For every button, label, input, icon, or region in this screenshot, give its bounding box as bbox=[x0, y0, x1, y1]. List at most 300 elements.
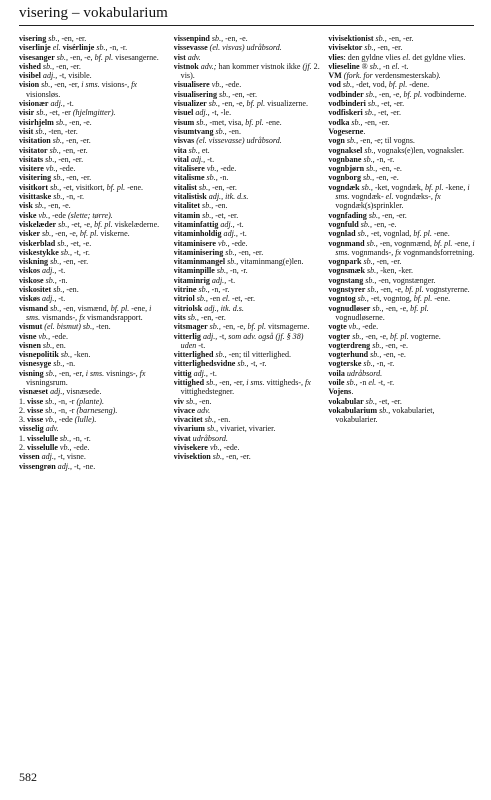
dictionary-entry bbox=[174, 90, 321, 99]
entry-headword: visvas bbox=[173, 136, 195, 146]
dictionary-entry bbox=[328, 127, 475, 136]
entry-grammar-note: sb., bbox=[358, 219, 372, 229]
entry-grammar-note: bf. pl. bbox=[94, 52, 114, 62]
entry-grammar-note: bf. pl. bbox=[405, 285, 424, 295]
dictionary-entry bbox=[19, 53, 166, 62]
entry-headword: vistnok bbox=[173, 61, 199, 71]
entry-grammar-note: sb., bbox=[50, 136, 64, 146]
entry-text: -t, bbox=[217, 331, 229, 341]
dictionary-entry bbox=[174, 34, 321, 43]
dictionary-entry bbox=[174, 424, 321, 433]
entry-text: -en, -e. bbox=[223, 34, 248, 43]
entry-grammar-note: fx bbox=[434, 192, 441, 202]
entry-headword: visitere bbox=[19, 164, 44, 174]
entry-grammar-note: sb., bbox=[360, 173, 375, 183]
dictionary-entry bbox=[19, 424, 166, 433]
entry-text: vivariet, vivarier. bbox=[218, 424, 276, 434]
dictionary-entry bbox=[19, 266, 166, 275]
entry-text: -t, -ne. bbox=[72, 461, 96, 471]
entry-headword: vognlad bbox=[328, 229, 356, 239]
entry-grammar-note: bf. pl. bbox=[246, 99, 266, 109]
entry-grammar-note: ). bbox=[436, 71, 441, 81]
entry-headword: vitsmager bbox=[173, 322, 208, 332]
entry-text: -ede. bbox=[360, 322, 379, 332]
entry-text: -ede. bbox=[50, 331, 68, 341]
entry-text: -t. bbox=[234, 219, 244, 229]
dictionary-entry bbox=[174, 285, 321, 294]
entry-grammar-note: sb., bbox=[54, 52, 68, 62]
entry-headword: vodbinder bbox=[328, 89, 364, 99]
entry-text: -n, -r. bbox=[107, 43, 128, 53]
entry-text: -n, -r. bbox=[228, 266, 248, 276]
dictionary-entry bbox=[328, 378, 475, 387]
entry-grammar-note: i sms. bbox=[335, 238, 475, 257]
entry-text: 2. bbox=[19, 405, 28, 415]
dictionary-entry bbox=[19, 229, 166, 238]
entry-text: -en, -e. bbox=[381, 350, 406, 360]
dictionary-entry bbox=[328, 285, 475, 294]
entry-headword: vitaminisere bbox=[173, 238, 216, 248]
entry-headword: visir bbox=[19, 108, 35, 118]
entry-text: -ten, -ter. bbox=[46, 126, 78, 136]
entry-grammar-note: sb., bbox=[350, 331, 364, 341]
entry-grammar-note: (plante). bbox=[76, 396, 104, 406]
entry-headword: viskos bbox=[19, 266, 41, 276]
entry-text: vognudløserne. bbox=[335, 312, 385, 322]
entry-grammar-note: vb., bbox=[36, 210, 51, 220]
entry-grammar-note: sb., bbox=[51, 173, 65, 183]
entry-headword: vokabular bbox=[328, 396, 364, 406]
entry-grammar-note: (barneseng). bbox=[76, 405, 118, 415]
dictionary-entry bbox=[19, 201, 166, 210]
dictionary-entry bbox=[174, 406, 321, 415]
entry-headword: visuel bbox=[173, 108, 194, 118]
entry-text: -et, -er. bbox=[230, 294, 256, 304]
entry-grammar-note: sb., bbox=[46, 34, 60, 43]
dictionary-entry bbox=[174, 220, 321, 229]
dictionary-entry bbox=[174, 332, 321, 351]
entry-grammar-note: (hjelmgitter). bbox=[72, 108, 116, 118]
entry-grammar-note: sb., bbox=[373, 34, 387, 43]
entry-text: -ene. bbox=[431, 229, 450, 239]
dictionary-entry bbox=[19, 71, 166, 80]
entry-grammar-note: sb., bbox=[40, 340, 55, 350]
entry-headword: vitalisme bbox=[173, 173, 205, 183]
entry-headword: vitrine bbox=[173, 285, 197, 295]
entry-grammar-note: adj., bbox=[193, 108, 210, 118]
entry-grammar-note: sb., bbox=[196, 182, 211, 192]
entry-text: 2. bbox=[19, 443, 28, 453]
entry-headword: visumtvang bbox=[173, 126, 214, 136]
entry-text: visnings-, bbox=[104, 368, 140, 378]
entry-headword: vitamin bbox=[173, 210, 201, 220]
entry-text: -en, -e, bbox=[363, 331, 391, 341]
entry-headword: vognaksel bbox=[328, 145, 363, 155]
entry-grammar-note: adj., bbox=[48, 387, 65, 397]
entry-grammar-note: bf. pl. bbox=[94, 219, 113, 229]
entry-grammar-note: sb., bbox=[43, 275, 57, 285]
entry-headword: vist bbox=[173, 52, 186, 62]
dictionary-entry bbox=[174, 248, 321, 257]
dictionary-entry bbox=[19, 285, 166, 294]
entry-text: -en, -e, bbox=[376, 89, 404, 99]
entry-grammar-note: sb., bbox=[365, 99, 380, 109]
entry-grammar-note: sb., bbox=[362, 145, 376, 155]
dictionary-entry bbox=[328, 276, 475, 285]
entry-grammar-note: vb., bbox=[204, 164, 219, 174]
dictionary-entry bbox=[174, 322, 321, 331]
entry-headword: visitering bbox=[19, 173, 52, 183]
entry-grammar-note: sb., bbox=[48, 303, 62, 313]
entry-headword: visitkort bbox=[19, 182, 49, 192]
entry-grammar-note: el. bbox=[385, 192, 394, 202]
dictionary-entry bbox=[174, 146, 321, 155]
entry-grammar-note: sb., bbox=[363, 396, 377, 406]
dictionary-entry bbox=[328, 229, 475, 238]
running-head: visering – vokabularium bbox=[19, 5, 168, 21]
entry-grammar-note: sb., bbox=[48, 257, 62, 267]
dictionary-entry bbox=[174, 350, 321, 359]
entry-grammar-note: bf. pl. bbox=[410, 303, 429, 313]
entry-grammar-note: adj., bbox=[55, 461, 72, 471]
entry-headword: vogndæk bbox=[328, 182, 360, 192]
entry-text: -en. bbox=[197, 396, 212, 406]
entry-text: -en, -er, bbox=[217, 377, 247, 387]
entry-headword: visum bbox=[173, 117, 195, 127]
entry-text: visions-, bbox=[99, 80, 132, 90]
entry-grammar-note: vb., bbox=[209, 80, 224, 90]
entry-grammar-note: sb., bbox=[370, 340, 384, 350]
entry-text: et. bbox=[199, 145, 210, 155]
dictionary-entry bbox=[174, 62, 321, 81]
entry-text: -en. bbox=[213, 201, 228, 211]
dictionary-entry bbox=[19, 146, 166, 155]
entry-grammar-note: sb., bbox=[94, 43, 108, 53]
entry-text: visualizerne. bbox=[265, 99, 309, 109]
dictionary-entry bbox=[328, 332, 475, 341]
entry-text: vogndæks-, bbox=[393, 192, 435, 202]
entry-headword: vitterlighed bbox=[173, 350, 214, 360]
entry-grammar-note: adj., bbox=[39, 452, 56, 462]
entry-text: -en. bbox=[215, 415, 231, 425]
entry-grammar-note: adv. bbox=[185, 52, 201, 62]
entry-headword: visitats bbox=[19, 154, 44, 164]
entry-headword: vivisektion bbox=[173, 452, 211, 462]
entry-text: -ede. bbox=[223, 80, 242, 90]
entry-headword: vognudløser bbox=[328, 303, 371, 313]
entry-grammar-note: sb., bbox=[202, 415, 216, 425]
dictionary-entry bbox=[174, 239, 321, 248]
entry-grammar-note: sb., bbox=[361, 359, 375, 369]
entry-headword: visitation bbox=[19, 136, 51, 146]
dictionary-entry bbox=[19, 155, 166, 164]
entry-grammar-note: (el. visvas) udråbsord. bbox=[207, 43, 282, 53]
entry-headword: visibel bbox=[19, 71, 41, 81]
entry-grammar-note: fx bbox=[305, 377, 311, 387]
entry-grammar-note: sb., bbox=[361, 154, 375, 164]
dictionary-entry bbox=[174, 229, 321, 238]
entry-text: -dene. bbox=[407, 80, 430, 90]
entry-text: vitaminmang(e)len. bbox=[238, 257, 304, 267]
dictionary-entry bbox=[19, 34, 166, 43]
entry-headword: visittaske bbox=[19, 192, 52, 202]
entry-text: -en, -e. bbox=[46, 201, 71, 211]
dictionary-entry bbox=[19, 369, 166, 388]
entry-text: 1. bbox=[19, 433, 28, 443]
entry-text: -ene, bbox=[452, 238, 473, 248]
entry-grammar-note: adj., bbox=[218, 219, 235, 229]
entry-headword: visérlinje bbox=[62, 43, 95, 53]
entry-headword: visualizer bbox=[173, 99, 207, 109]
entry-grammar-note: sb., bbox=[204, 173, 218, 183]
dictionary-entry bbox=[328, 118, 475, 127]
dictionary-entry bbox=[174, 201, 321, 210]
entry-text: vognaks(e)len, vognaksler. bbox=[375, 145, 465, 155]
entry-grammar-note: adj., bbox=[200, 331, 218, 341]
entry-grammar-note: sb., bbox=[363, 275, 377, 285]
dictionary-entry bbox=[19, 462, 166, 471]
entry-headword: vitaminfattig bbox=[173, 219, 219, 229]
entry-grammar-note: bf. pl. bbox=[433, 238, 453, 248]
dictionary-entry bbox=[19, 62, 166, 71]
entry-grammar-note: adv.; bbox=[198, 61, 217, 71]
entry-text: -en, -er. bbox=[362, 117, 390, 127]
entry-headword: vissevasse bbox=[173, 43, 208, 53]
entry-grammar-note: sb., bbox=[344, 377, 358, 387]
entry-text: det gyldne vlies. bbox=[410, 52, 466, 62]
entry-headword: vokabularium bbox=[328, 405, 378, 415]
page-number: 582 bbox=[19, 770, 37, 784]
dictionary-entry bbox=[19, 43, 166, 52]
entry-text: -en, vismænd, bbox=[61, 303, 111, 313]
entry-grammar-note: sb., bbox=[223, 247, 237, 257]
entry-grammar-note: sb., bbox=[207, 322, 221, 332]
entry-headword: viskelæder bbox=[19, 219, 57, 229]
entry-text: -ken. bbox=[72, 350, 91, 360]
entry-grammar-note: i sms. bbox=[81, 80, 100, 90]
dictionary-entry bbox=[174, 173, 321, 182]
entry-grammar-note: sb., bbox=[210, 452, 224, 462]
entry-text: -t. bbox=[399, 61, 409, 71]
dictionary-entry bbox=[328, 211, 475, 220]
dictionary-entry bbox=[174, 53, 321, 62]
entry-text: -en, -er. bbox=[380, 210, 407, 220]
entry-text: -ene. bbox=[125, 182, 144, 192]
entry-text: -ede bbox=[56, 415, 75, 425]
entry-text: -en bbox=[207, 294, 223, 304]
dictionary-entry bbox=[328, 387, 475, 396]
entry-text: -t, visible. bbox=[57, 71, 92, 81]
dictionary-entry bbox=[328, 136, 475, 145]
dictionary-entry bbox=[19, 108, 166, 117]
entry-text: -t, -r. bbox=[72, 247, 90, 257]
entry-headword: visering bbox=[19, 34, 47, 43]
dictionary-entry bbox=[174, 294, 321, 303]
entry-grammar-note: sb., bbox=[225, 257, 239, 267]
entry-grammar-note: (slette; tørre). bbox=[67, 210, 113, 220]
entry-grammar-note: vb., bbox=[216, 238, 230, 248]
entry-text: -ket, vogndæk, bbox=[372, 182, 425, 192]
entry-text: -t. bbox=[56, 266, 66, 276]
entry-grammar-note: sb., bbox=[43, 154, 57, 164]
entry-text: -t, -r. bbox=[248, 359, 267, 369]
entry-grammar-note: sb., bbox=[55, 238, 69, 248]
entry-grammar-note: sb., bbox=[40, 61, 55, 71]
entry-headword: viskose bbox=[19, 275, 44, 285]
entry-text: -ten. bbox=[94, 322, 111, 332]
entry-grammar-note: adv. bbox=[43, 424, 59, 434]
entry-headword: vod bbox=[328, 80, 341, 90]
entry-headword: viskestykke bbox=[19, 247, 59, 257]
entry-headword: visualisering bbox=[173, 89, 218, 99]
entry-grammar-note: sb., bbox=[186, 145, 200, 155]
entry-text: visnæsede. bbox=[64, 387, 102, 397]
entry-text: en. bbox=[54, 340, 66, 350]
entry-text: -t. bbox=[64, 99, 74, 109]
entry-headword: vitaminisering bbox=[173, 247, 224, 257]
entry-grammar-note: sb., bbox=[200, 210, 214, 220]
entry-headword: visk bbox=[19, 201, 33, 211]
dictionary-entry bbox=[328, 239, 475, 258]
entry-grammar-note: adj., bbox=[48, 99, 65, 109]
entry-headword: visselulle bbox=[27, 443, 58, 453]
entry-grammar-note: sb., bbox=[194, 294, 208, 304]
entry-headword: vivace bbox=[173, 405, 196, 415]
entry-grammar-note: el. bbox=[391, 61, 400, 71]
entry-text: 2. vis). bbox=[180, 61, 320, 81]
dictionary-entry bbox=[19, 173, 166, 182]
entry-headword: vognstyrer bbox=[328, 285, 366, 295]
dictionary-entry bbox=[328, 62, 475, 71]
dictionary-entry bbox=[19, 415, 166, 424]
dictionary-entry bbox=[19, 322, 166, 331]
entry-grammar-note: vb., bbox=[346, 322, 361, 332]
entry-grammar-note: sb., bbox=[355, 294, 369, 304]
entry-headword: vitalitet bbox=[173, 201, 201, 211]
dictionary-column-2 bbox=[174, 34, 321, 746]
entry-grammar-note: sb., bbox=[43, 396, 57, 406]
entry-text: -en, -e, bbox=[220, 322, 248, 332]
entry-grammar-note: sb., bbox=[365, 266, 379, 276]
dictionary-entry bbox=[328, 322, 475, 331]
entry-headword: vitalistisk bbox=[173, 192, 207, 202]
entry-grammar-note: (el. bismut) sb., bbox=[42, 322, 95, 332]
entry-text: -en, -e, bbox=[67, 52, 95, 62]
dictionary-entry bbox=[174, 192, 321, 201]
page-header bbox=[19, 3, 474, 26]
dictionary-entry bbox=[328, 397, 475, 406]
dictionary-entry bbox=[328, 350, 475, 359]
entry-headword: vissenpind bbox=[173, 34, 210, 43]
dictionary-entry bbox=[19, 452, 166, 461]
entry-headword: vitterlig bbox=[173, 331, 201, 341]
dictionary-entry bbox=[19, 294, 166, 303]
entry-headword: vodka bbox=[328, 117, 350, 127]
entry-text: -t. bbox=[207, 368, 217, 378]
entry-headword: voila bbox=[328, 368, 345, 378]
entry-grammar-note: sb., bbox=[369, 61, 381, 71]
entry-text: -n. bbox=[56, 275, 68, 285]
entry-text: -t. bbox=[237, 229, 247, 239]
entry-text: -et, -er bbox=[47, 108, 73, 118]
entry-text: vognstyrerne. bbox=[423, 285, 470, 295]
entry-text: -ken, -ker. bbox=[378, 266, 414, 276]
entry-headword: vished bbox=[19, 61, 41, 71]
entry-headword: vodbinderi bbox=[328, 99, 366, 109]
entry-headword: vivacitet bbox=[173, 415, 203, 425]
entry-grammar-note: bf. pl. bbox=[413, 229, 432, 239]
entry-text: -ene, bbox=[129, 303, 150, 313]
entry-text: -t. bbox=[196, 340, 206, 350]
entry-grammar-note: sb., bbox=[363, 89, 377, 99]
entry-headword: vognsmæk bbox=[328, 266, 366, 276]
dictionary-entry bbox=[19, 387, 166, 396]
dictionary-entry bbox=[19, 248, 166, 257]
dictionary-entry bbox=[174, 434, 321, 443]
entry-headword: visnæset bbox=[19, 387, 49, 397]
entry-grammar-note: bf. pl. bbox=[110, 303, 130, 313]
dictionary-entry bbox=[328, 155, 475, 164]
entry-headword: vogterhund bbox=[328, 350, 369, 360]
entry-text: -n, -r. bbox=[374, 154, 395, 164]
entry-text: -en, -e. bbox=[371, 219, 397, 229]
entry-text: -en, -er. bbox=[230, 89, 258, 99]
dictionary-entry bbox=[174, 369, 321, 378]
entry-headword: visirhjelm bbox=[19, 117, 54, 127]
entry-text: ® bbox=[359, 61, 370, 71]
entry-headword: vissen bbox=[19, 452, 40, 462]
entry-headword: viskerblad bbox=[19, 238, 56, 248]
entry-text: -kene, bbox=[443, 182, 468, 192]
entry-text: -en, -er. bbox=[198, 312, 226, 322]
entry-text: -et, -e, bbox=[69, 219, 95, 229]
entry-headword: visnen bbox=[19, 340, 41, 350]
entry-grammar-note: sb., bbox=[377, 405, 391, 415]
entry-grammar-note: fx bbox=[395, 247, 402, 257]
dictionary-entry bbox=[19, 276, 166, 285]
entry-text: vismandsrapport. bbox=[85, 312, 143, 322]
dictionary-entry bbox=[328, 220, 475, 229]
entry-grammar-note: sb., bbox=[57, 433, 72, 443]
entry-headword: vodfiskeri bbox=[328, 108, 363, 118]
dictionary-entry bbox=[328, 183, 475, 211]
entry-text: -en, -er. bbox=[60, 145, 88, 155]
entry-grammar-note: vb., bbox=[36, 331, 51, 341]
entry-grammar-note: bf. pl. bbox=[413, 294, 433, 304]
entry-grammar-note: sb., bbox=[364, 164, 378, 174]
entry-headword: vitalisere bbox=[173, 164, 205, 174]
entry-text: -et, -er. bbox=[379, 99, 405, 109]
dictionary-entry bbox=[19, 99, 166, 108]
entry-text: -en, -er. bbox=[64, 173, 92, 183]
entry-grammar-note: (jf. bbox=[302, 61, 312, 71]
entry-grammar-note: udråbsord. bbox=[190, 433, 228, 443]
dictionary-entry bbox=[328, 266, 475, 275]
entry-text: han kommer vistnok ikke bbox=[216, 61, 303, 71]
entry-text: -n bbox=[357, 377, 369, 387]
entry-headword: vlies bbox=[328, 52, 344, 62]
entry-headword: vognpark bbox=[328, 257, 362, 267]
dictionary-entry bbox=[174, 183, 321, 192]
entry-grammar-note: sb., bbox=[344, 136, 359, 146]
entry-grammar-note: bf. pl. bbox=[247, 322, 266, 332]
entry-headword: vogte bbox=[328, 322, 347, 332]
dictionary-entry bbox=[174, 313, 321, 322]
dictionary-entry bbox=[19, 359, 166, 368]
entry-headword: vitaminpille bbox=[173, 266, 215, 276]
entry-text: -ede. bbox=[57, 164, 76, 174]
entry-grammar-note: sb., bbox=[359, 182, 373, 192]
